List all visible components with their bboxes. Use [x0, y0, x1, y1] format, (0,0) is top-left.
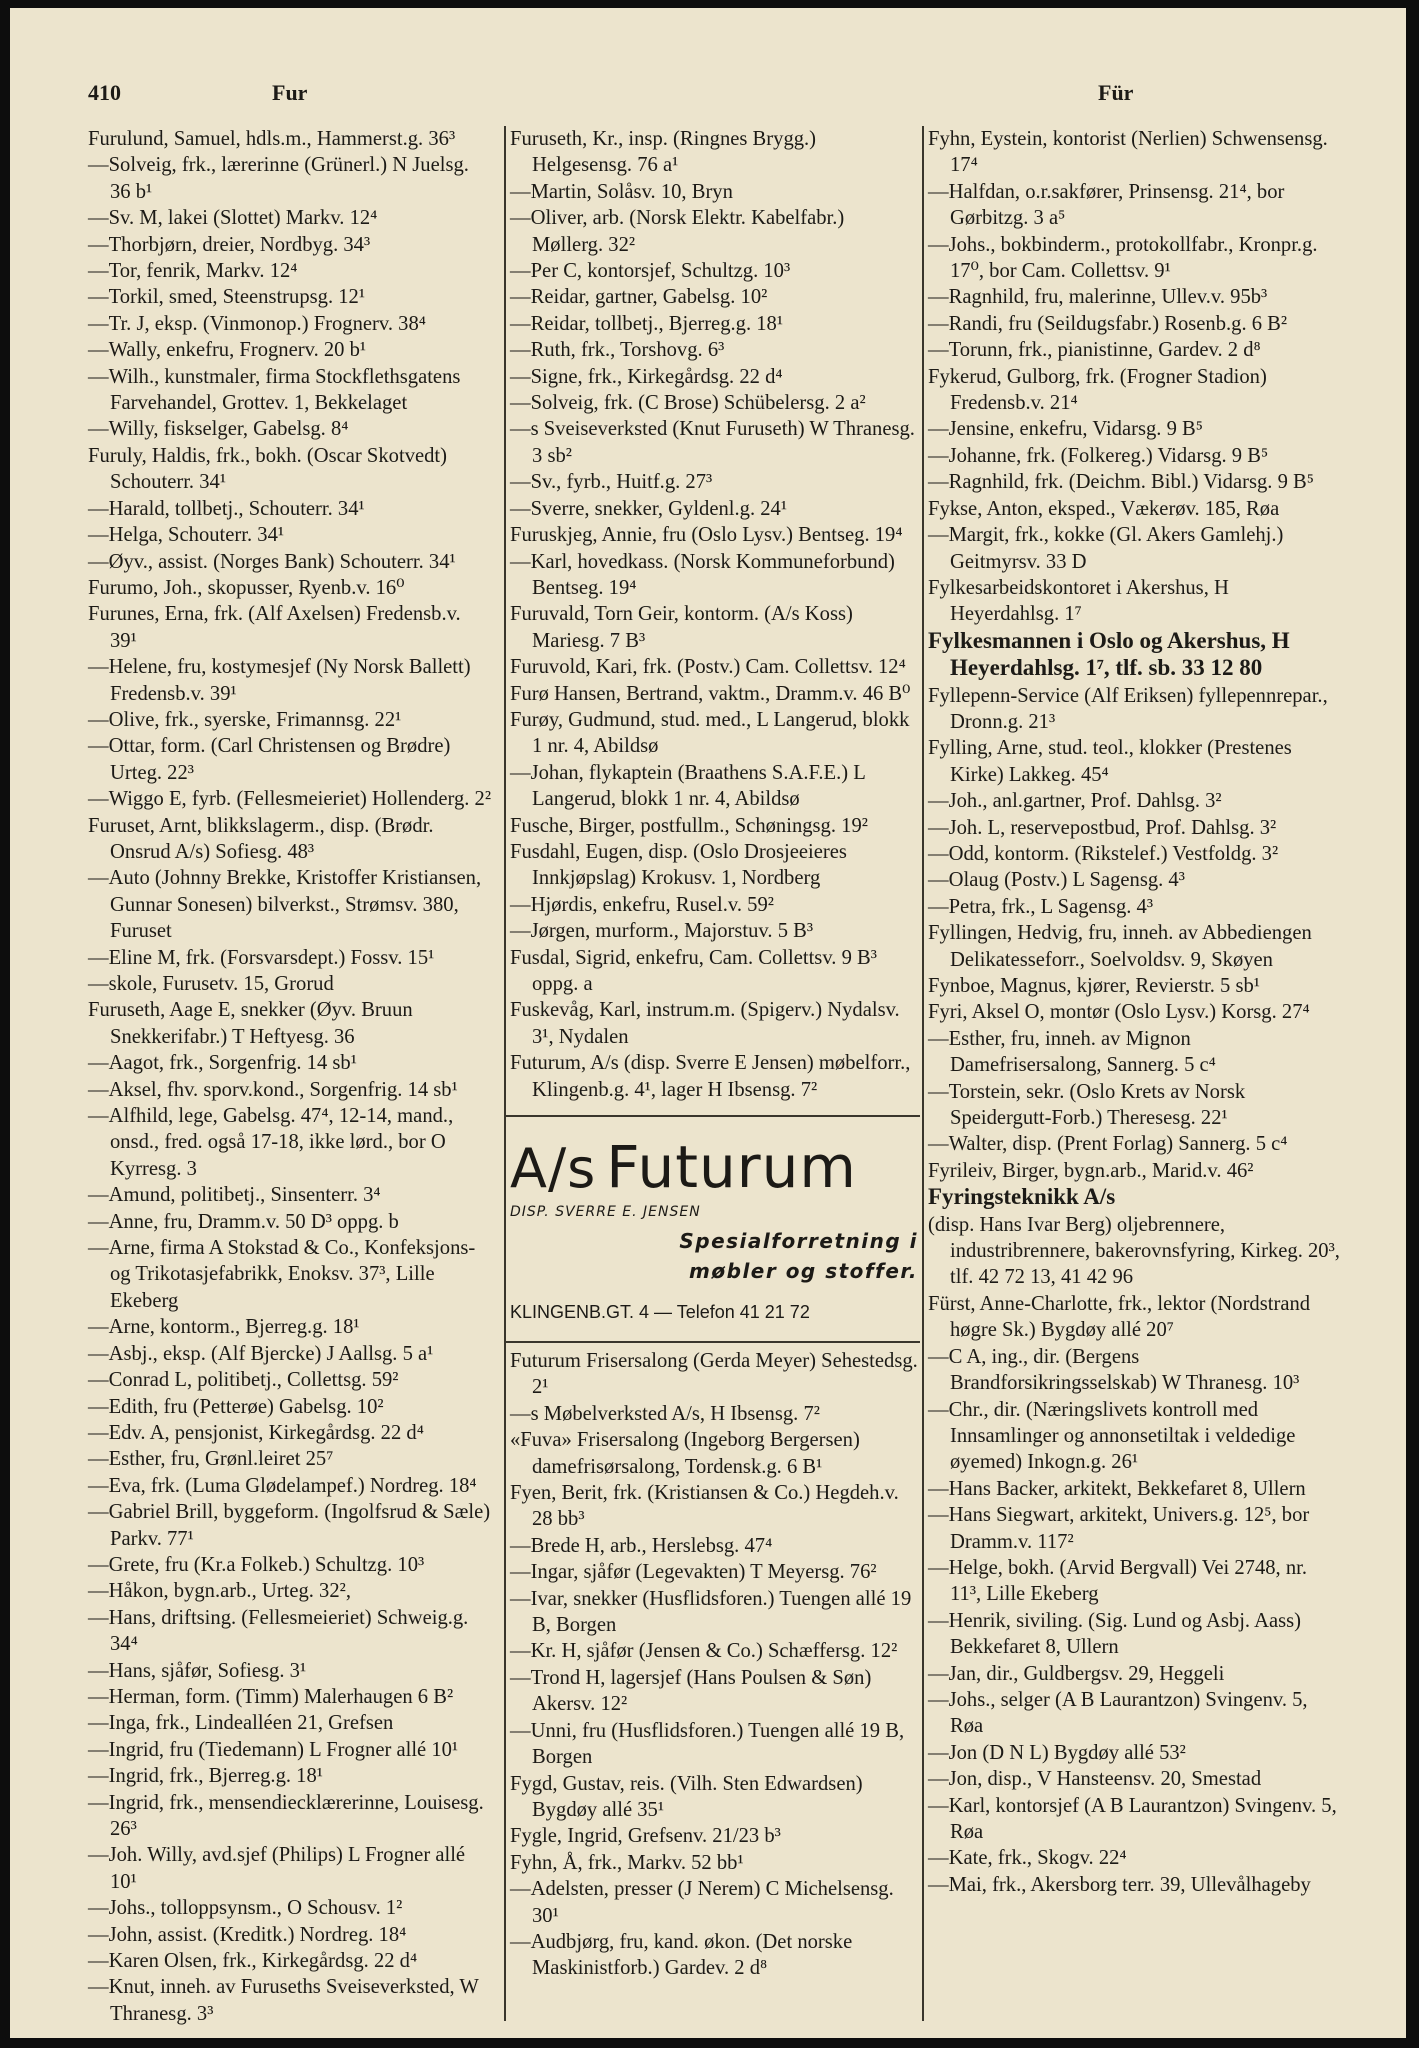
directory-entry: —Ingrid, fru (Tiedemann) L Frogner allé 10¹ — [88, 1738, 459, 1761]
directory-entry: —Ottar, form. (Carl Christensen og Brødre) Urteg. 22³ — [88, 735, 451, 784]
directory-entry: —Hjørdis, enkefru, Rusel.v. 59² — [510, 893, 774, 916]
directory-entry: —Hans Backer, arkitekt, Bekkefaret 8, Ullern — [928, 1477, 1306, 1500]
directory-entry: Fyrileiv, Birger, bygn.arb., Marid.v. 46² — [928, 1159, 1254, 1182]
directory-entry: —Edith, fru (Petterøe) Gabelsg. 10² — [88, 1395, 384, 1418]
column-divider-2 — [922, 126, 924, 2021]
directory-entry: —Mai, frk., Akersborg terr. 39, Ullevålhageby — [928, 1873, 1311, 1896]
directory-entry: —Willy, fiskselger, Gabelsg. 8⁴ — [88, 418, 349, 441]
directory-entry: Furuseth, Aage E, snekker (Øyv. Bruun Snekkerifabr.) T Heftyesg. 36 — [88, 999, 413, 1048]
directory-entry: «Fuva» Frisersalong (Ingeborg Bergersen) damefrisørsalong, Tordensk.g. 6 B¹ — [510, 1429, 860, 1478]
directory-entry: —Joh. L, reservepostbud, Prof. Dahlsg. 3² — [928, 816, 1277, 839]
directory-entry: —Eva, frk. (Luma Glødelampef.) Nordreg. 18⁴ — [88, 1474, 477, 1497]
column-divider — [504, 126, 506, 2021]
futurum-advertisement — [510, 1133, 918, 1336]
ad-name: Futurum — [606, 1133, 857, 1201]
directory-entry: —Signe, frk., Kirkegårdsg. 22 d⁴ — [510, 365, 783, 388]
directory-entry: —Ragnhild, fru, malerinne, Ullev.v. 95b³ — [928, 286, 1268, 309]
directory-entry: Fusdal, Sigrid, enkefru, Cam. Collettsv. 9 B³ oppg. a — [510, 946, 877, 995]
directory-entry: —Walter, disp. (Prent Forlag) Sannerg. 5 c⁴ — [928, 1133, 1288, 1156]
directory-entry: —Johs., selger (A B Laurantzon) Svingenv. 5, Røa — [928, 1688, 1308, 1738]
directory-entry: —Sv., fyrb., Huitf.g. 27³ — [510, 471, 713, 494]
directory-entry: —Wally, enkefru, Frognerv. 20 b¹ — [88, 339, 367, 362]
directory-entry: —Torkil, smed, Steenstrupsg. 12¹ — [88, 286, 366, 309]
directory-entry: —Henrik, siviling. (Sig. Lund og Asbj. Aass) Bekkefaret 8, Ullern — [928, 1609, 1301, 1659]
ad-disp: DISP. SVERRE E. JENSEN — [510, 1204, 701, 1220]
directory-entry: —Ragnhild, frk. (Deichm. Bibl.) Vidarsg. 9 B⁵ — [928, 471, 1314, 494]
directory-entry: —Johan, flykaptein (Braathens S.A.F.E.) L Langerud, blokk 1 nr. 4, Abildsø — [510, 761, 866, 811]
directory-entry: —Aksel, fhv. sporv.kond., Sorgenfrig. 14 sb¹ — [88, 1078, 458, 1101]
directory-entry: Fyri, Aksel O, montør (Oslo Lysv.) Korsg. 27⁴ — [928, 1001, 1310, 1024]
directory-entry: Fykse, Anton, eksped., Vækerøv. 185, Røa — [928, 497, 1280, 520]
directory-entry: —Wiggo E, fyrb. (Fellesmeieriet) Hollenderg. 2² — [88, 788, 492, 811]
directory-entry: —Grete, fru (Kr.a Folkeb.) Schultzg. 10³ — [88, 1553, 425, 1576]
running-head-right: Für — [1098, 80, 1134, 105]
directory-entry: —Thorbjørn, dreier, Nordbyg. 34³ — [88, 233, 371, 256]
directory-entry: —Jon (D N L) Bygdøy allé 53² — [928, 1741, 1186, 1764]
directory-entry: Fyhn, Å, frk., Markv. 52 bb¹ — [510, 1851, 744, 1874]
directory-entry: —Jan, dir., Guldbergsv. 29, Heggeli — [928, 1662, 1225, 1685]
directory-entry: Fykerud, Gulborg, frk. (Frogner Stadion) Fredensb.v. 21⁴ — [928, 365, 1267, 415]
column-2-top — [510, 126, 920, 1103]
directory-entry: —Tr. J, eksp. (Vinmonop.) Frognerv. 38⁴ — [88, 312, 426, 335]
directory-entry: Fylkesmannen i Oslo og Akershus, H Heyerdahlsg. 1⁷, tlf. sb. 33 12 80 — [928, 627, 1290, 681]
directory-entry: —C A, ing., dir. (Bergens Brandforsikringsselskab) W Thranesg. 10³ — [928, 1345, 1300, 1395]
directory-entry: —Hans Siegwart, arkitekt, Univers.g. 12⁵, bor Dramm.v. 117² — [928, 1504, 1310, 1553]
directory-entry: —Olaug (Postv.) L Sagensg. 4³ — [928, 869, 1185, 892]
directory-entry: —Per C, kontorsjef, Schultzg. 10³ — [510, 260, 791, 283]
directory-entry: —Petra, frk., L Sagensg. 4³ — [928, 895, 1154, 918]
directory-entry: Furuskjeg, Annie, fru (Oslo Lysv.) Bentseg. 19⁴ — [510, 524, 903, 547]
directory-entry: —Halfdan, o.r.sakfører, Prinsensg. 21⁴, bor Gørbitzg. 3 a⁵ — [928, 180, 1285, 230]
directory-entry: —Ingrid, frk., mensendiecklærerinne, Louisesg. 26³ — [88, 1791, 484, 1840]
directory-entry: —Herman, form. (Timm) Malerhaugen 6 B² — [88, 1685, 454, 1708]
directory-entry: —Olive, frk., syerske, Frimannsg. 22¹ — [88, 708, 402, 731]
ad-address: KLINGENB.GT. 4 — Telefon 41 21 72 — [510, 1302, 810, 1322]
directory-entry: —Karl, hovedkass. (Norsk Kommuneforbund) Bentseg. 19⁴ — [510, 550, 895, 599]
directory-entry: Fuskevåg, Karl, instrum.m. (Spigerv.) Nydalsv. 3¹, Nydalen — [510, 999, 900, 1048]
directory-entry: Furuvold, Kari, frk. (Postv.) Cam. Collettsv. 12⁴ — [510, 656, 906, 679]
directory-entry: Furøy, Gudmund, stud. med., L Langerud, blokk 1 nr. 4, Abildsø — [510, 708, 910, 758]
directory-entry: —Jensine, enkefru, Vidarsg. 9 B⁵ — [928, 418, 1203, 441]
directory-entry: —Adelsten, presser (J Nerem) C Michelsensg. 30¹ — [510, 1878, 894, 1927]
running-head-left: Fur — [272, 80, 308, 105]
directory-entry: —Amund, politibetj., Sinsenterr. 3⁴ — [88, 1184, 381, 1207]
directory-entry: —Esther, fru, inneh. av Mignon Damefrisersalong, Sannerg. 5 c⁴ — [928, 1027, 1216, 1077]
directory-entry: Furuseth, Kr., insp. (Ringnes Brygg.) Helgesensg. 76 a¹ — [510, 128, 817, 177]
directory-entry: —Johanne, frk. (Folkereg.) Vidarsg. 9 B⁵ — [928, 444, 1269, 467]
directory-entry: —Solveig, frk., lærerinne (Grünerl.) N Juelsg. 36 b¹ — [88, 154, 469, 203]
directory-entry: —Joh. Willy, avd.sjef (Philips) L Frogner allé 10¹ — [88, 1844, 466, 1893]
directory-entry: —Torstein, sekr. (Oslo Krets av Norsk Speidergutt-Forb.) Theresesg. 22¹ — [928, 1080, 1246, 1130]
directory-entry: Furulund, Samuel, hdls.m., Hammerst.g. 36³ — [88, 128, 456, 150]
directory-entry: —Håkon, bygn.arb., Urteg. 32², — [88, 1580, 351, 1603]
directory-entry: —Alfhild, lege, Gabelsg. 47⁴, 12-14, mand., onsd., fred. også 17-18, ikke lørd., bor O Kyrresg. 3 — [88, 1105, 454, 1180]
directory-entry: —Inga, frk., Lindealléen 21, Grefsen — [88, 1712, 394, 1735]
directory-entry: —John, assist. (Kreditk.) Nordreg. 18⁴ — [88, 1923, 407, 1946]
page-number: 410 — [88, 80, 121, 105]
directory-entry: Fynboe, Magnus, kjører, Revierstr. 5 sb¹ — [928, 975, 1260, 997]
directory-entry: —Gabriel Brill, byggeform. (Ingolfsrud & Sæle) Parkv. 77¹ — [88, 1501, 491, 1550]
directory-entry: Fyllepenn-Service (Alf Eriksen) fyllepennrepar., Dronn.g. 21³ — [928, 684, 1328, 733]
directory-entry: —Oliver, arb. (Norsk Elektr. Kabelfabr.) Møllerg. 32² — [510, 207, 845, 256]
directory-entry: —Arne, kontorm., Bjerreg.g. 18¹ — [88, 1316, 360, 1339]
directory-entry: Fylling, Arne, stud. teol., klokker (Prestenes Kirke) Lakkeg. 45⁴ — [928, 737, 1292, 786]
directory-entry: —Margit, frk., kokke (Gl. Akers Gamlehj.) Geitmyrsv. 33 D — [928, 524, 1284, 573]
directory-entry: Fygd, Gustav, reis. (Vilh. Sten Edwardsen) Bygdøy allé 35¹ — [510, 1772, 863, 1821]
directory-entry: Furumo, Joh., skopusser, Ryenb.v. 16⁰ — [88, 576, 405, 599]
ad-top-rule — [506, 1115, 920, 1117]
directory-entry: —Johs., bokbinderm., protokollfabr., Kronpr.g. 17⁰, bor Cam. Collettsv. 9¹ — [928, 233, 1318, 283]
directory-entry: —Auto (Johnny Brekke, Kristoffer Kristiansen, Gunnar Sonesen) bilverkst., Strømsv. 380, Furuset — [88, 867, 482, 943]
directory-entry: Fürst, Anne-Charlotte, frk., lektor (Nordstrand høgre Sk.) Bygdøy allé 20⁷ — [928, 1292, 1311, 1342]
directory-entry: —Eline M, frk. (Forsvarsdept.) Fossv. 15¹ — [88, 946, 435, 969]
directory-entry: Fyen, Berit, frk. (Kristiansen & Co.) Hegdeh.v. 28 bb³ — [510, 1482, 899, 1531]
directory-entry: —Asbj., eksp. (Alf Bjercke) J Aallsg. 5 a¹ — [88, 1342, 434, 1365]
directory-entry: —s Sveiseverksted (Knut Furuseth) W Thranesg. 3 sb² — [510, 418, 915, 467]
directory-entry: —Sv. M, lakei (Slottet) Markv. 12⁴ — [88, 207, 378, 230]
directory-entry: —Harald, tollbetj., Schouterr. 34¹ — [88, 497, 365, 520]
ad-tagline-2: møbler og stoffer. — [689, 1259, 918, 1283]
ad-prefix: A/s — [510, 1137, 597, 1200]
directory-entry: —Wilh., kunstmaler, firma Stockflethsgatens Farvehandel, Grottev. 1, Bekkelaget — [88, 365, 461, 415]
directory-entry: —Arne, firma A Stokstad & Co., Konfeksjons- og Trikotasjefabrikk, Enoksv. 37³, Lille Ekeberg — [88, 1237, 476, 1312]
directory-entry: —Conrad L, politibetj., Collettsg. 59² — [88, 1369, 399, 1392]
directory-entry: —Anne, fru, Dramm.v. 50 D³ oppg. b — [88, 1210, 399, 1233]
directory-entry: Fusche, Birger, postfullm., Schøningsg. 19² — [510, 814, 868, 837]
column-3 — [928, 126, 1340, 1898]
directory-entry: —Kr. H, sjåfør (Jensen & Co.) Schæffersg. 12² — [510, 1640, 898, 1663]
directory-entry: Furuly, Haldis, frk., bokh. (Oscar Skotvedt) Schouterr. 34¹ — [88, 444, 448, 494]
directory-entry: Furuset, Arnt, blikkslagerm., disp. (Brødr. Onsrud A/s) Sofiesg. 48³ — [88, 814, 434, 863]
directory-entry: —Knut, inneh. av Furuseths Sveiseverksted, W Thranesg. 3³ — [88, 1976, 479, 2025]
directory-entry: —Audbjørg, fru, kand. økon. (Det norske Maskinistforb.) Gardev. 2 d⁸ — [510, 1930, 853, 1980]
directory-entry: —Unni, fru (Husflidsforen.) Tuengen allé 19 B, Borgen — [510, 1719, 905, 1769]
directory-entry: —Jørgen, murform., Majorstuv. 5 B³ — [510, 920, 814, 943]
directory-entry: —Martin, Solåsv. 10, Bryn — [510, 180, 733, 203]
ad-bottom-rule — [506, 1341, 920, 1343]
directory-entry: Futurum, A/s (disp. Sverre E Jensen) møbelforr., Klingenb.g. 4¹, lager H Ibsensg. 7² — [510, 1052, 911, 1101]
directory-entry: —Aagot, frk., Sorgenfrig. 14 sb¹ — [88, 1052, 357, 1075]
directory-entry: —Reidar, gartner, Gabelsg. 10² — [510, 286, 768, 309]
directory-entry: —Odd, kontorm. (Rikstelef.) Vestfoldg. 3² — [928, 842, 1279, 865]
directory-entry: —Esther, fru, Grønl.leiret 25⁷ — [88, 1448, 334, 1471]
directory-entry: —Trond H, lagersjef (Hans Poulsen & Søn) Akersv. 12² — [510, 1666, 872, 1716]
directory-entry: Fyllingen, Hedvig, fru, inneh. av Abbediengen Delikatesseforr., Soelvoldsv. 9, Skøyen — [928, 922, 1312, 971]
directory-entry: —Edv. A, pensjonist, Kirkegårdsg. 22 d⁴ — [88, 1421, 424, 1444]
directory-entry: —skole, Furusetv. 15, Grorud — [88, 973, 334, 995]
directory-entry: —Chr., dir. (Næringslivets kontroll med Innsamlinger og annonsetiltak i veldedige øyemed) Inkogn.g. 26¹ — [928, 1398, 1296, 1474]
directory-entry: —Jon, disp., V Hansteensv. 20, Smestad — [928, 1768, 1262, 1791]
directory-entry: Fylkesarbeidskontoret i Akershus, H Heyerdahlsg. 1⁷ — [928, 576, 1229, 626]
directory-entry: (disp. Hans Ivar Berg) oljebrennere, industribrennere, bakerovnsfyring, Kirkeg. 20³, tlf. 42 72 13, 41 42 96 — [928, 1213, 1340, 1289]
directory-entry: —Brede H, arb., Herslebsg. 47⁴ — [510, 1534, 773, 1557]
directory-entry: —Hans, sjåfør, Sofiesg. 3¹ — [88, 1659, 307, 1682]
directory-entry: Fyringsteknikk A/s — [928, 1184, 1116, 1210]
directory-entry: —Randi, fru (Seildugsfabr.) Rosenb.g. 6 B² — [928, 312, 1288, 335]
directory-entry: —Tor, fenrik, Markv. 12⁴ — [88, 260, 298, 283]
directory-entry: —Sverre, snekker, Gyldenl.g. 24¹ — [510, 497, 788, 520]
column-1 — [88, 126, 492, 2027]
column-2-bottom — [510, 1348, 920, 1982]
directory-entry: Futurum Frisersalong (Gerda Meyer) Sehestedsg. 2¹ — [510, 1350, 918, 1399]
directory-entry: Furunes, Erna, frk. (Alf Axelsen) Fredensb.v. 39¹ — [88, 603, 461, 652]
directory-entry: —Solveig, frk. (C Brose) Schübelersg. 2 a² — [510, 392, 866, 415]
directory-entry: —s Møbelverksted A/s, H Ibsensg. 7² — [510, 1402, 820, 1425]
directory-entry: —Karen Olsen, frk., Kirkegårdsg. 22 d⁴ — [88, 1950, 418, 1973]
directory-entry: Fyhn, Eystein, kontorist (Nerlien) Schwensensg. 17⁴ — [928, 128, 1328, 177]
directory-page — [10, 8, 1406, 2038]
directory-entry: Furø Hansen, Bertrand, vaktm., Dramm.v. 46 B⁰ — [510, 682, 911, 705]
directory-entry: —Karl, kontorsjef (A B Laurantzon) Svingenv. 5, Røa — [928, 1794, 1337, 1843]
directory-entry: —Ruth, frk., Torshovg. 6³ — [510, 339, 725, 362]
directory-entry: —Ivar, snekker (Husflidsforen.) Tuengen allé 19 B, Borgen — [510, 1587, 912, 1637]
directory-entry: —Helga, Schouterr. 34¹ — [88, 524, 285, 547]
directory-entry: —Helge, bokh. (Arvid Bergvall) Vei 2748, nr. 11³, Lille Ekeberg — [928, 1556, 1308, 1606]
directory-entry: —Johs., tolloppsynsm., O Schousv. 1² — [88, 1897, 403, 1920]
directory-entry: —Ingrid, frk., Bjerreg.g. 18¹ — [88, 1765, 323, 1788]
directory-entry: —Helene, fru, kostymesjef (Ny Norsk Ballett) Fredensb.v. 39¹ — [88, 656, 471, 705]
ad-tagline-1: Spesialforretning i — [679, 1229, 918, 1253]
directory-entry: Fygle, Ingrid, Grefsenv. 21/23 b³ — [510, 1825, 781, 1848]
directory-entry: —Joh., anl.gartner, Prof. Dahlsg. 3² — [928, 790, 1222, 813]
directory-entry: —Hans, driftsing. (Fellesmeieriet) Schweig.g. 34⁴ — [88, 1606, 469, 1656]
directory-entry: Furuvald, Torn Geir, kontorm. (A/s Koss) Mariesg. 7 B³ — [510, 603, 853, 652]
directory-entry: Fusdahl, Eugen, disp. (Oslo Drosjeeieres Innkjøpslag) Krokusv. 1, Nordberg — [510, 840, 847, 890]
directory-entry: —Ingar, sjåfør (Legevakten) T Meyersg. 76² — [510, 1561, 877, 1584]
directory-entry: —Kate, frk., Skogv. 22⁴ — [928, 1847, 1127, 1870]
ad-logo — [510, 1133, 918, 1201]
directory-entry: —Torunn, frk., pianistinne, Gardev. 2 d⁸ — [928, 339, 1261, 362]
directory-entry: —Øyv., assist. (Norges Bank) Schouterr. 34¹ — [88, 550, 456, 573]
directory-entry: —Reidar, tollbetj., Bjerreg.g. 18¹ — [510, 312, 784, 335]
